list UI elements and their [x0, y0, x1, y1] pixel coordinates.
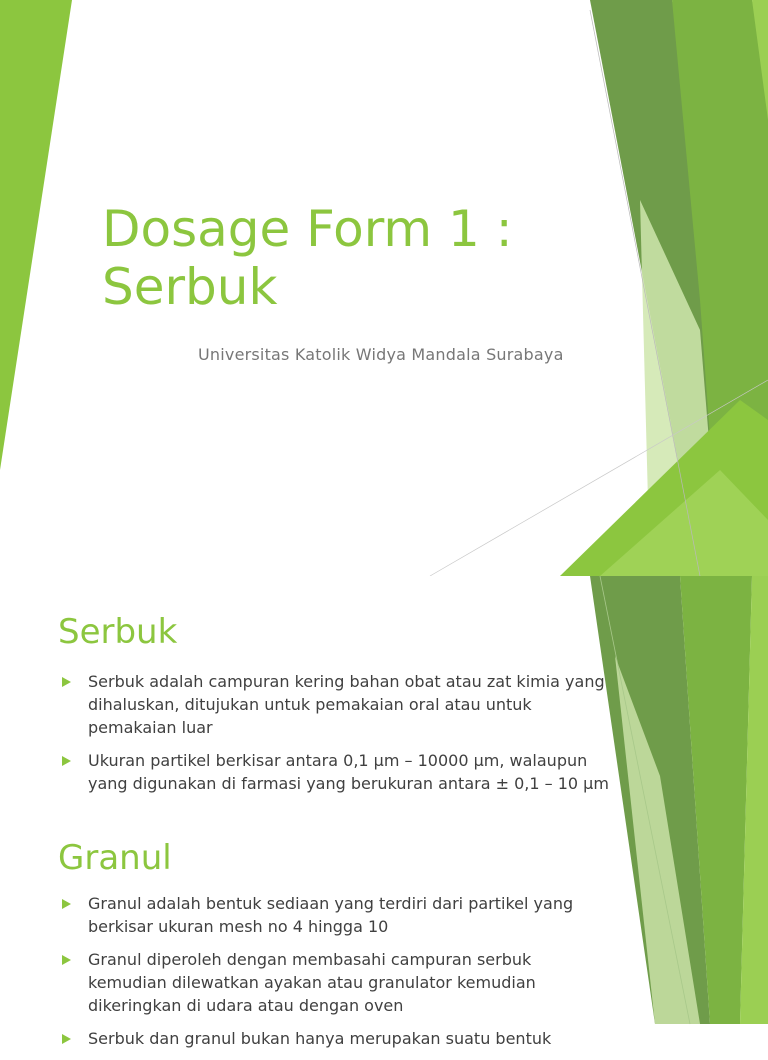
list-item: [60, 892, 615, 938]
section-heading-granul: Granul: [58, 838, 172, 878]
title-line-2: Serbuk: [102, 258, 278, 316]
slide-title: [102, 200, 622, 316]
bullet-text: Granul adalah bentuk sediaan yang terdiri dari partikel yang berkisar ukuran mesh no 4 hingga 10: [88, 894, 574, 936]
bullet-text: Granul diperoleh dengan membasahi campuran serbuk kemudian dilewatkan ayakan atau granulator kemudian dikeringkan di udara atau dengan oven: [88, 950, 536, 1015]
list-item: [60, 749, 615, 795]
list-item: [60, 1027, 615, 1050]
left-green-triangle: [0, 0, 72, 470]
title-line-1: Dosage Form 1 :: [102, 200, 513, 258]
bullet-arrow-icon: [62, 1034, 71, 1044]
bullet-arrow-icon: [62, 756, 71, 766]
content-slide: [0, 576, 768, 1048]
bullet-text: Serbuk dan granul bukan hanya merupakan suatu bentuk: [88, 1029, 552, 1048]
bullet-text: Serbuk adalah campuran kering bahan obat atau zat kimia yang dihaluskan, ditujukan untuk pemakaian oral atau untuk pemakaian luar: [88, 672, 605, 737]
bullet-arrow-icon: [62, 955, 71, 965]
bullet-arrow-icon: [62, 899, 71, 909]
list-item: [60, 948, 615, 1017]
bullet-arrow-icon: [62, 677, 71, 687]
bullet-text: Ukuran partikel berkisar antara 0,1 µm – 10000 µm, walaupun yang digunakan di farmasi yang berukuran antara ± 0,1 – 10 µm: [88, 751, 609, 793]
list-item: [60, 670, 615, 739]
section-heading-serbuk: Serbuk: [58, 612, 178, 652]
bullet-list-serbuk: [60, 670, 615, 805]
slide-subtitle: Universitas Katolik Widya Mandala Surabaya: [198, 345, 564, 364]
bullet-list-granul: [60, 892, 615, 1060]
